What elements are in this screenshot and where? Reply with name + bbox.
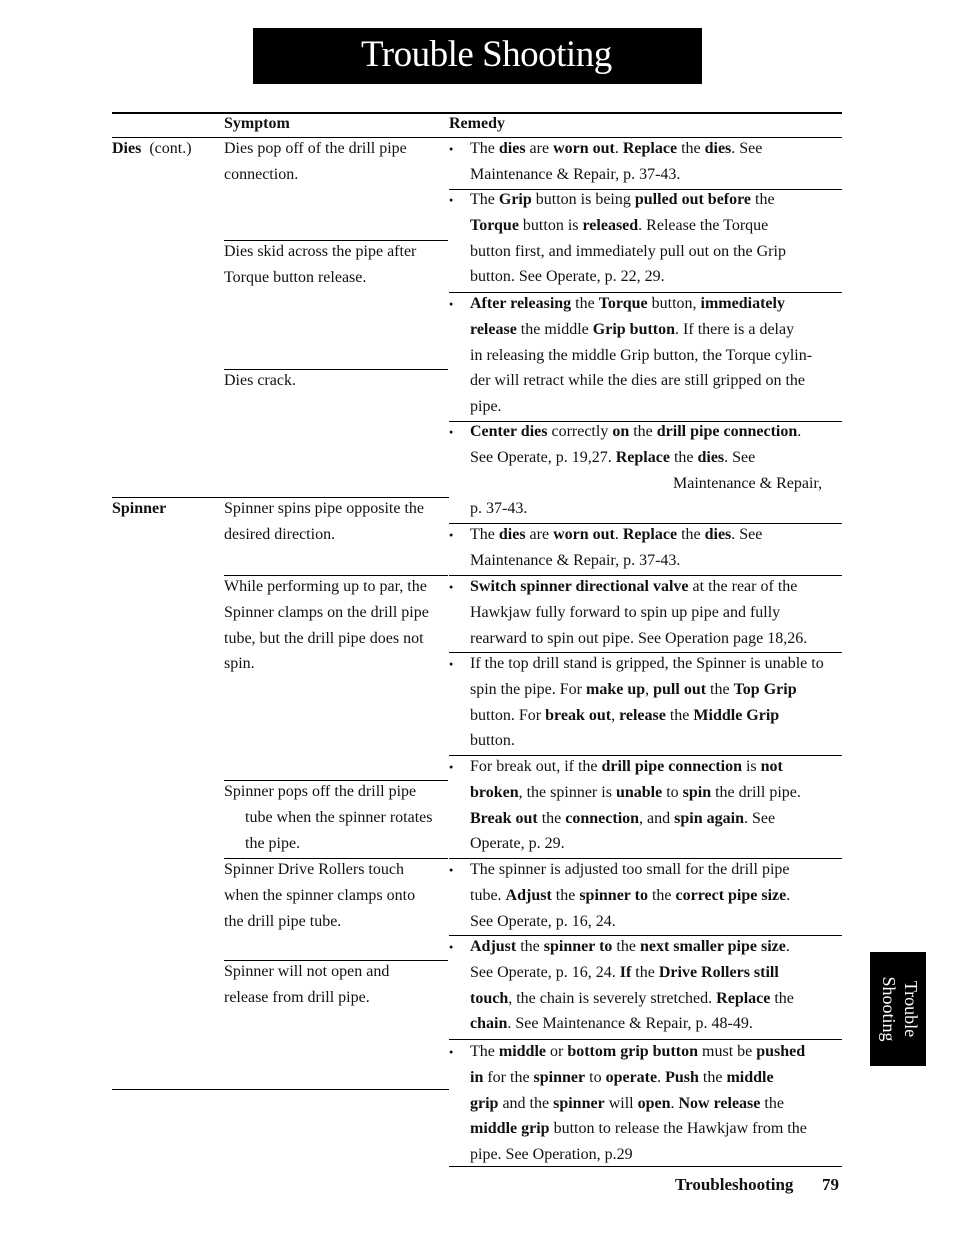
bullet-icon: ● — [449, 583, 454, 591]
remedy-line: tube. Adjust the spinner to the correct pipe size. — [470, 886, 791, 904]
remedy-line: After releasing the Torque button, immediately — [470, 295, 785, 312]
remedy-line: Maintenance & Repair, p. 37-43. — [470, 165, 681, 183]
remedy-line: For break out, if the drill pipe connection is not — [470, 758, 783, 775]
remedy-line: spin the pipe. For make up, pull out the Top Grip — [470, 680, 797, 698]
bullet-icon: ● — [449, 300, 454, 308]
bullet-icon: ● — [449, 660, 454, 668]
symptom-line: the drill pipe tube. — [224, 912, 342, 930]
remedy-line: broken, the spinner is unable to spin the drill pipe. — [470, 783, 801, 801]
bullet-icon: ● — [449, 428, 454, 436]
remedy-line: Hawkjaw fully forward to spin up pipe and fully — [470, 603, 781, 621]
remedy-line: Break out the connection, and spin again. See — [470, 809, 776, 827]
symptom-line: Dies crack. — [224, 372, 296, 389]
symptom-line: Spinner will not open and — [224, 963, 390, 980]
bullet-icon: ● — [449, 145, 454, 153]
remedy-line: Operate, p. 29. — [470, 835, 565, 853]
category-dies: Dies (cont.) — [112, 140, 192, 157]
symptom-rule — [112, 497, 449, 498]
side-tab-label: Trouble Shooting — [879, 976, 921, 1042]
remedy-line: See Operate, p. 16, 24. — [470, 912, 616, 930]
remedy-line: Adjust the spinner to the next smaller pipe size. — [470, 938, 790, 955]
symptom-line: Torque button release. — [224, 268, 367, 286]
symptom-rule — [224, 780, 448, 781]
remedy-line: button. — [470, 732, 515, 750]
remedy-header: Remedy — [449, 115, 505, 132]
remedy-rule — [449, 523, 842, 524]
category-spinner: Spinner — [112, 500, 167, 517]
remedy-line: der will retract while the dies are still gripped on the — [470, 372, 805, 390]
remedy-rule — [449, 1039, 842, 1040]
remedy-line: pipe. See Operation, p.29 — [470, 1146, 633, 1164]
remedy-line: p. 37-43. — [470, 500, 528, 517]
remedy-line: rearward to spin out pipe. See Operation page 18,26. — [470, 629, 808, 647]
bullet-icon: ● — [449, 531, 454, 539]
symptom-line: Spinner Drive Rollers touch — [224, 861, 404, 878]
remedy-line: Maintenance & Repair, — [673, 474, 823, 492]
bullet-icon: ● — [449, 943, 454, 951]
remedy-line: middle grip button to release the Hawkjaw from the — [470, 1120, 807, 1138]
bullet-icon: ● — [449, 1048, 454, 1056]
remedy-line: grip and the spinner will open. Now release the — [470, 1094, 784, 1112]
remedy-line: If the top drill stand is gripped, the Spinner is unable to — [470, 655, 824, 672]
remedy-line: chain. See Maintenance & Repair, p. 48-49. — [470, 1015, 753, 1033]
remedy-line: The middle or bottom grip button must be pushed — [470, 1043, 806, 1060]
symptom-bottom-rule — [112, 1089, 449, 1090]
side-tab — [870, 952, 926, 1066]
remedy-line: touch, the chain is severely stretched. Replace the — [470, 989, 794, 1007]
symptom-header: Symptom — [224, 115, 290, 132]
remedy-bottom-rule — [449, 1166, 842, 1167]
symptom-line: Dies pop off of the drill pipe — [224, 140, 407, 157]
symptom-line: Spinner clamps on the drill pipe — [224, 603, 429, 621]
remedy-line: The Grip button is being pulled out before the — [470, 191, 775, 208]
remedy-line: Torque button is released. Release the Torque — [470, 216, 769, 234]
symptom-line: tube, but the drill pipe does not — [224, 629, 424, 647]
symptom-rule — [224, 369, 448, 370]
remedy-rule — [449, 935, 842, 936]
remedy-line: button. For break out, release the Middle Grip — [470, 706, 780, 724]
remedy-rule — [449, 575, 842, 576]
remedy-line: Maintenance & Repair, p. 37-43. — [470, 551, 681, 569]
remedy-line: in for the spinner to operate. Push the middle — [470, 1068, 774, 1086]
remedy-line: See Operate, p. 16, 24. If the Drive Rollers still — [470, 963, 779, 981]
remedy-line: Switch spinner directional valve at the rear of the — [470, 578, 798, 595]
remedy-rule — [449, 189, 842, 190]
remedy-line: pipe. — [470, 398, 502, 416]
remedy-rule — [449, 858, 842, 859]
symptom-line: when the spinner clamps onto — [224, 886, 416, 904]
remedy-rule — [449, 755, 842, 756]
footer-section: Troubleshooting — [675, 1175, 794, 1194]
bullet-icon: ● — [449, 763, 454, 771]
remedy-rule — [449, 652, 842, 653]
symptom-rule — [224, 575, 448, 576]
remedy-line: button first, and immediately pull out on the Grip — [470, 242, 786, 260]
symptom-line: desired direction. — [224, 525, 336, 543]
remedy-line: The spinner is adjusted too small for the drill pipe — [470, 861, 790, 878]
remedy-rule — [449, 421, 842, 422]
footer-page-number: 79 — [822, 1175, 839, 1194]
symptom-rule — [224, 960, 448, 961]
remedy-line: Center dies correctly on the drill pipe connection. — [470, 423, 802, 440]
symptom-rule — [224, 858, 448, 859]
symptom-rule — [224, 240, 448, 241]
symptom-line: tube when the spinner rotates — [245, 808, 433, 826]
symptom-line: Spinner spins pipe opposite the — [224, 500, 424, 517]
symptom-line: Dies skid across the pipe after — [224, 243, 417, 260]
symptom-line: release from drill pipe. — [224, 988, 370, 1006]
symptom-line: While performing up to par, the — [224, 578, 427, 595]
remedy-line: in releasing the middle Grip button, the Torque cylin- — [470, 346, 813, 364]
title-banner — [253, 28, 702, 84]
symptom-line: connection. — [224, 165, 299, 183]
bullet-icon: ● — [449, 196, 454, 204]
remedy-line: The dies are worn out. Replace the dies. See — [470, 526, 763, 543]
remedy-line: release the middle Grip button. If there is a delay — [470, 320, 795, 338]
page-title: Trouble Shooting — [361, 34, 612, 75]
symptom-line: the pipe. — [245, 834, 301, 852]
remedy-line: The dies are worn out. Replace the dies. See — [470, 140, 763, 157]
bullet-icon: ● — [449, 866, 454, 874]
remedy-line: button. See Operate, p. 22, 29. — [470, 268, 665, 286]
symptom-line: spin. — [224, 655, 255, 673]
remedy-rule — [449, 292, 842, 293]
remedy-line: See Operate, p. 19,27. Replace the dies. See — [470, 448, 756, 466]
symptom-line: Spinner pops off the drill pipe — [224, 783, 417, 800]
